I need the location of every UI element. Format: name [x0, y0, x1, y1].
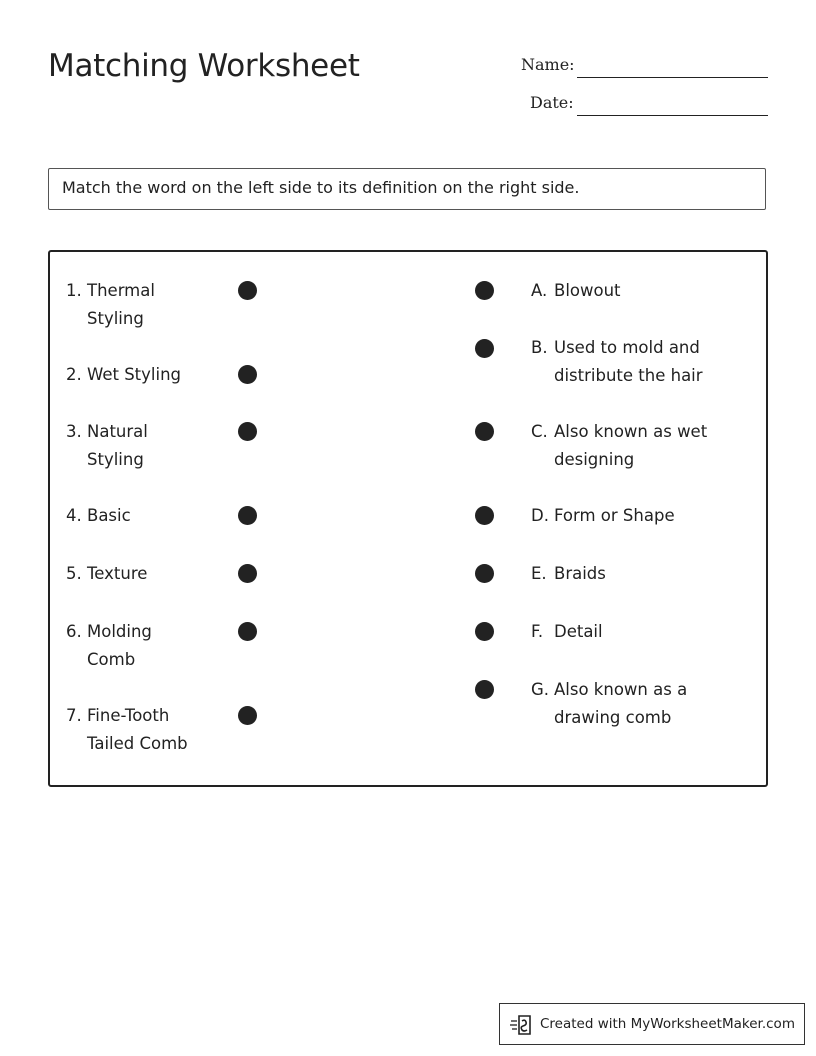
right-dot-f[interactable]	[475, 622, 494, 641]
right-item-letter: E.	[531, 564, 547, 583]
right-dot-g[interactable]	[475, 680, 494, 699]
footer-badge[interactable]	[499, 1003, 805, 1045]
name-line[interactable]	[577, 77, 768, 78]
left-dot-1[interactable]	[238, 281, 257, 300]
right-item-letter: B.	[531, 338, 548, 357]
right-item-text: distribute the hair	[554, 366, 703, 385]
left-item-number: 5.	[66, 564, 82, 583]
left-item-number: 3.	[66, 422, 82, 441]
footer-text: Created with MyWorksheetMaker.com	[540, 1016, 795, 1032]
left-item-number: 7.	[66, 706, 82, 725]
left-item-text: Fine-Tooth	[87, 706, 170, 725]
right-item-text: Used to mold and	[554, 338, 700, 357]
right-item-letter: A.	[531, 281, 548, 300]
right-dot-a[interactable]	[475, 281, 494, 300]
right-item-letter: F.	[531, 622, 544, 641]
right-item-text: Also known as a	[554, 680, 688, 699]
instructions-box: Match the word on the left side to its definition on the right side.	[48, 168, 766, 210]
date-line[interactable]	[577, 115, 768, 116]
page-title: Matching Worksheet	[48, 48, 360, 84]
right-item-text: designing	[554, 450, 635, 469]
left-dot-7[interactable]	[238, 706, 257, 725]
right-item-text: Braids	[554, 564, 606, 583]
right-item-text: Form or Shape	[554, 506, 675, 525]
right-item-text: Also known as wet	[554, 422, 708, 441]
left-item-text: Wet Styling	[87, 365, 182, 384]
date-label: Date:	[530, 93, 574, 112]
right-item-text: Detail	[554, 622, 603, 641]
left-item-text: Styling	[87, 309, 144, 328]
right-item-text: Blowout	[554, 281, 621, 300]
left-item-text: Comb	[87, 650, 136, 669]
left-item-text: Molding	[87, 622, 152, 641]
worksheet-maker-logo-icon	[510, 1014, 534, 1040]
right-dot-b[interactable]	[475, 339, 494, 358]
left-item-number: 2.	[66, 365, 82, 384]
left-dot-2[interactable]	[238, 365, 257, 384]
left-item-number: 6.	[66, 622, 82, 641]
left-item-text: Natural	[87, 422, 148, 441]
left-item-number: 1.	[66, 281, 82, 300]
left-dot-6[interactable]	[238, 622, 257, 641]
left-dot-3[interactable]	[238, 422, 257, 441]
name-label: Name:	[521, 55, 575, 74]
left-item-number: 4.	[66, 506, 82, 525]
left-item-text: Styling	[87, 450, 144, 469]
left-item-text: Basic	[87, 506, 131, 525]
left-dot-5[interactable]	[238, 564, 257, 583]
right-item-text: drawing comb	[554, 708, 672, 727]
left-item-text: Thermal	[87, 281, 155, 300]
right-item-letter: G.	[531, 680, 550, 699]
right-dot-e[interactable]	[475, 564, 494, 583]
left-item-text: Texture	[87, 564, 148, 583]
left-item-text: Tailed Comb	[87, 734, 188, 753]
right-dot-d[interactable]	[475, 506, 494, 525]
right-item-letter: C.	[531, 422, 548, 441]
left-dot-4[interactable]	[238, 506, 257, 525]
right-dot-c[interactable]	[475, 422, 494, 441]
right-item-letter: D.	[531, 506, 549, 525]
